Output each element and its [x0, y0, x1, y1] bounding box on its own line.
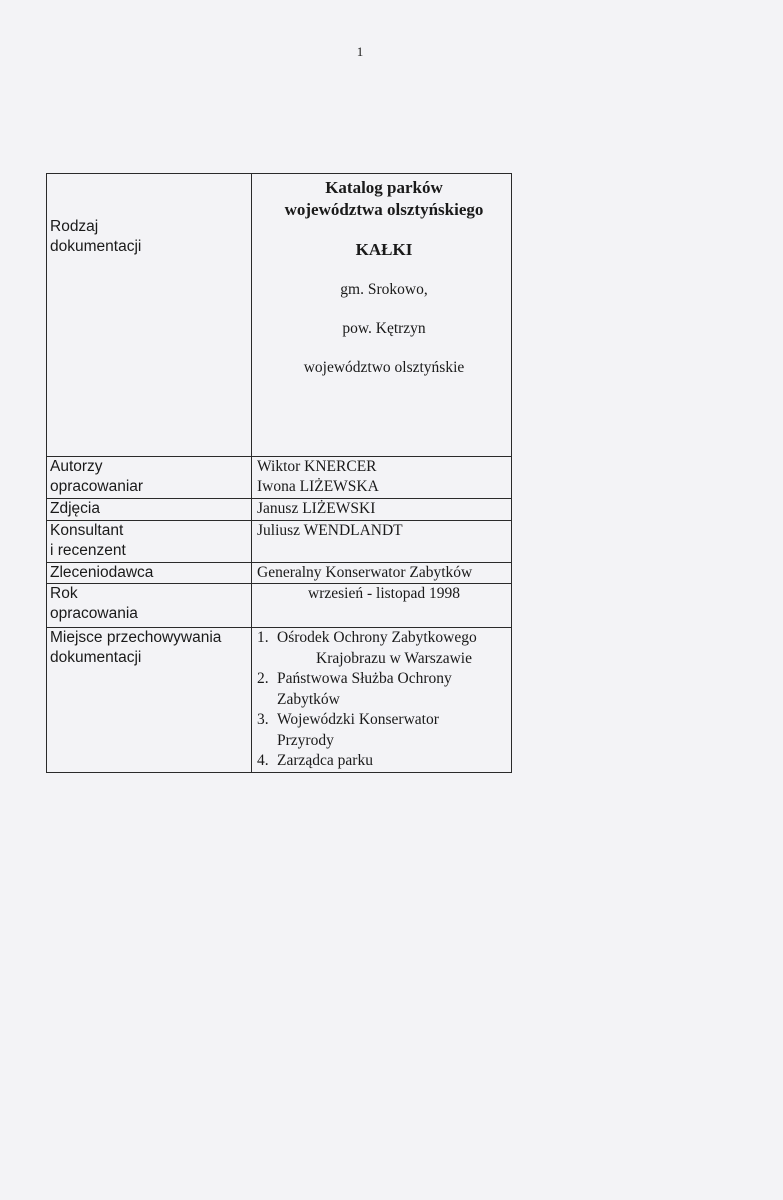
label-line: Rodzaj: [50, 218, 99, 235]
catalog-title-line: województwa olsztyńskiego: [284, 200, 484, 219]
client-name: Generalny Konserwator Zabytków: [257, 564, 473, 581]
list-number: 3.: [257, 711, 269, 728]
county-line: pow. Kętrzyn: [342, 320, 426, 337]
label-line: i recenzent: [50, 542, 126, 559]
list-number: 2.: [257, 670, 269, 687]
table-row-year: [47, 584, 512, 628]
value-cell-photos: [252, 499, 512, 521]
table-row-client: [47, 563, 512, 584]
value-cell-storage: [252, 628, 512, 773]
table-row-storage: [47, 628, 512, 773]
list-item-line: Przyrody: [277, 731, 334, 749]
author-name: Iwona LIŻEWSKA: [257, 478, 379, 495]
value-cell-year: [252, 584, 512, 628]
list-item-line: Krajobrazu w Warszawie: [316, 649, 472, 667]
label-cell-documentation-type: [47, 174, 252, 457]
place-name: KAŁKI: [355, 240, 413, 259]
list-item: [257, 669, 511, 710]
list-item: [257, 628, 511, 669]
province-line: województwo olsztyńskie: [303, 359, 465, 376]
list-item: [257, 710, 511, 751]
table-row-authors: [47, 457, 512, 499]
value-cell-client: [252, 563, 512, 584]
table-row-photos: [47, 499, 512, 521]
label-cell-storage: [47, 628, 252, 773]
label-line: Zleceniodawca: [50, 564, 154, 581]
page-number: 1: [356, 44, 364, 59]
table-row-consultant: [47, 521, 512, 563]
list-item-line: Ośrodek Ochrony Zabytkowego: [277, 629, 477, 646]
documentation-table: [46, 173, 512, 773]
label-line: opracowaniar: [50, 478, 144, 495]
author-name: Wiktor KNERCER: [257, 458, 377, 475]
label-line: Autorzy: [50, 458, 103, 475]
label-cell-consultant: [47, 521, 252, 563]
title-block: [257, 174, 511, 378]
list-number: 4.: [257, 752, 269, 769]
catalog-title-line: Katalog parków: [325, 178, 443, 197]
label-cell-authors: [47, 457, 252, 499]
label-line: Miejsce przechowywania: [50, 629, 222, 646]
list-item: [257, 751, 511, 772]
label-line: Rok: [50, 585, 78, 602]
list-item-line: Zarządca parku: [277, 752, 373, 769]
title-cell: [252, 174, 512, 457]
label-cell-client: [47, 563, 252, 584]
table-row-documentation-type: [47, 174, 512, 457]
photographer-name: Janusz LIŻEWSKI: [257, 500, 376, 517]
consultant-name: Juliusz WENDLANDT: [257, 522, 403, 539]
label-line: dokumentacji: [50, 649, 142, 666]
value-cell-consultant: [252, 521, 512, 563]
value-cell-authors: [252, 457, 512, 499]
year-period: wrzesień - listopad 1998: [308, 585, 460, 602]
list-item-line: Państwowa Służba Ochrony: [277, 670, 452, 687]
label-line: Konsultant: [50, 522, 124, 539]
list-item-line: Wojewódzki Konserwator: [277, 711, 439, 728]
label-cell-photos: [47, 499, 252, 521]
commune-line: gm. Srokowo,: [340, 281, 428, 298]
label-line: opracowania: [50, 605, 138, 622]
label-line: Zdjęcia: [50, 500, 100, 517]
storage-list: [257, 628, 511, 772]
list-item-line: Zabytków: [277, 690, 340, 708]
label-cell-year: [47, 584, 252, 628]
label-line: dokumentacji: [50, 238, 142, 255]
list-number: 1.: [257, 629, 269, 646]
